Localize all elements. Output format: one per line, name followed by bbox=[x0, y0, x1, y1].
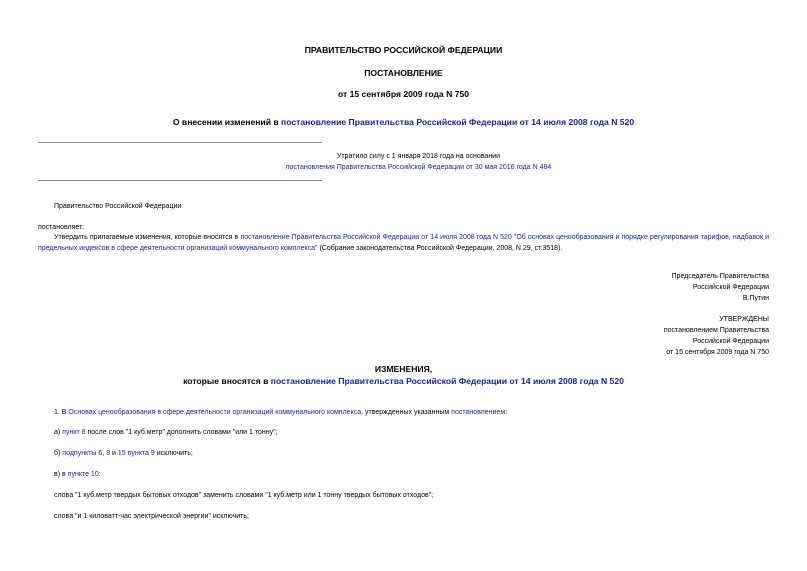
signature-block bbox=[672, 271, 769, 304]
item-1-link[interactable]: Основах ценообразования в сфере деятельности организаций коммунального комплекса bbox=[68, 409, 362, 416]
status-note bbox=[38, 151, 769, 173]
item-v-end: : bbox=[98, 471, 101, 478]
item-b-text: исключить; bbox=[154, 450, 193, 457]
signature-line: Председатель Правительства bbox=[671, 273, 769, 280]
item-b-link[interactable]: 15 пункта 9 bbox=[117, 450, 155, 457]
divider-bottom bbox=[38, 180, 322, 181]
approved-line: Российской Федерации bbox=[692, 338, 769, 345]
signature-line: Российской Федерации bbox=[692, 284, 769, 291]
item-b-link[interactable]: 8 bbox=[106, 450, 111, 457]
item-v-words-1: слова "1 куб.метр твердых бытовых отходов" заменить словами "1 куб.метр или 1 тонну твердых бытовых отходов"; bbox=[54, 492, 434, 499]
item-v-words-2: слова "и 1 киловатт-час электрической энергии" исключить; bbox=[54, 513, 249, 520]
government-heading: ПРАВИТЕЛЬСТВО РОССИЙСКОЙ ФЕДЕРАЦИИ bbox=[304, 45, 503, 55]
approve-paragraph bbox=[38, 232, 769, 254]
item-b bbox=[54, 448, 193, 459]
changes-subheading bbox=[0, 376, 807, 386]
approved-line: от 15 сентября 2009 года N 750 bbox=[666, 349, 769, 356]
subject-link[interactable]: постановление Правительства Российской Федерации от 14 июля 2008 года N 520 bbox=[281, 117, 635, 127]
subject-prefix: О внесении изменений в bbox=[172, 117, 282, 127]
item-1-link2[interactable]: постановлением bbox=[451, 409, 506, 416]
approved-line: УТВЕРЖДЕНЫ bbox=[719, 316, 769, 323]
status-note-link[interactable]: постановления Правительства Российской Федерации от 30 мая 2016 года N 484 bbox=[285, 164, 552, 171]
item-a-text: после слов "1 куб.метр" дополнить словами "или 1 тонну"; bbox=[85, 429, 278, 436]
issuer-text: Правительство Российской Федерации bbox=[54, 203, 182, 210]
item-b-link[interactable]: подпункты 6 bbox=[62, 450, 103, 457]
document-type: ПОСТАНОВЛЕНИЕ bbox=[364, 68, 443, 78]
divider-top bbox=[38, 142, 322, 143]
item-a bbox=[54, 427, 278, 438]
approve-suffix: (Собрание законодательства Российской Федерации, 2008, N 29, ст.3518). bbox=[317, 245, 563, 252]
signature-name: В.Путин bbox=[742, 295, 769, 302]
approve-prefix: Утвердить прилагаемые изменения, которые вносятся в bbox=[54, 234, 241, 241]
item-b-sep: и bbox=[110, 450, 118, 457]
item-a-prefix: а) bbox=[54, 429, 63, 436]
item-b-prefix: б) bbox=[54, 450, 63, 457]
item-a-link[interactable]: пункт 8 bbox=[62, 429, 86, 436]
status-note-line: Утратило силу с 1 января 2018 года на основании bbox=[336, 153, 501, 160]
item-1-prefix: 1. В bbox=[54, 409, 69, 416]
item-v-link[interactable]: пункте 10 bbox=[67, 471, 99, 478]
item-1 bbox=[54, 407, 507, 418]
item-v bbox=[54, 469, 101, 480]
decides-text: постановляет: bbox=[38, 224, 85, 231]
changes-heading: ИЗМЕНЕНИЯ, bbox=[374, 364, 433, 374]
document-subject bbox=[0, 117, 807, 127]
item-v-prefix: в) в bbox=[54, 471, 68, 478]
approve-link[interactable]: постановление Правительства Российской Федерации от 14 июля 2008 года N 520 "Об основах ценообразования и порядке регулирования тарифов, надбавок и предельных индексов в сфере деятельности организаций коммунального комплекса" bbox=[38, 234, 769, 252]
changes-sub-prefix: которые вносятся в bbox=[183, 376, 271, 386]
approved-block bbox=[664, 314, 769, 358]
item-1-mid: , утвержденных указанным bbox=[361, 409, 452, 416]
document-date-number: от 15 сентября 2009 года N 750 bbox=[337, 89, 470, 99]
item-b-sep: , bbox=[102, 450, 107, 457]
item-1-end: : bbox=[505, 409, 508, 416]
changes-sub-link[interactable]: постановление Правительства Российской Федерации от 14 июля 2008 года N 520 bbox=[270, 376, 624, 386]
approved-line: постановлением Правительства bbox=[663, 327, 769, 334]
